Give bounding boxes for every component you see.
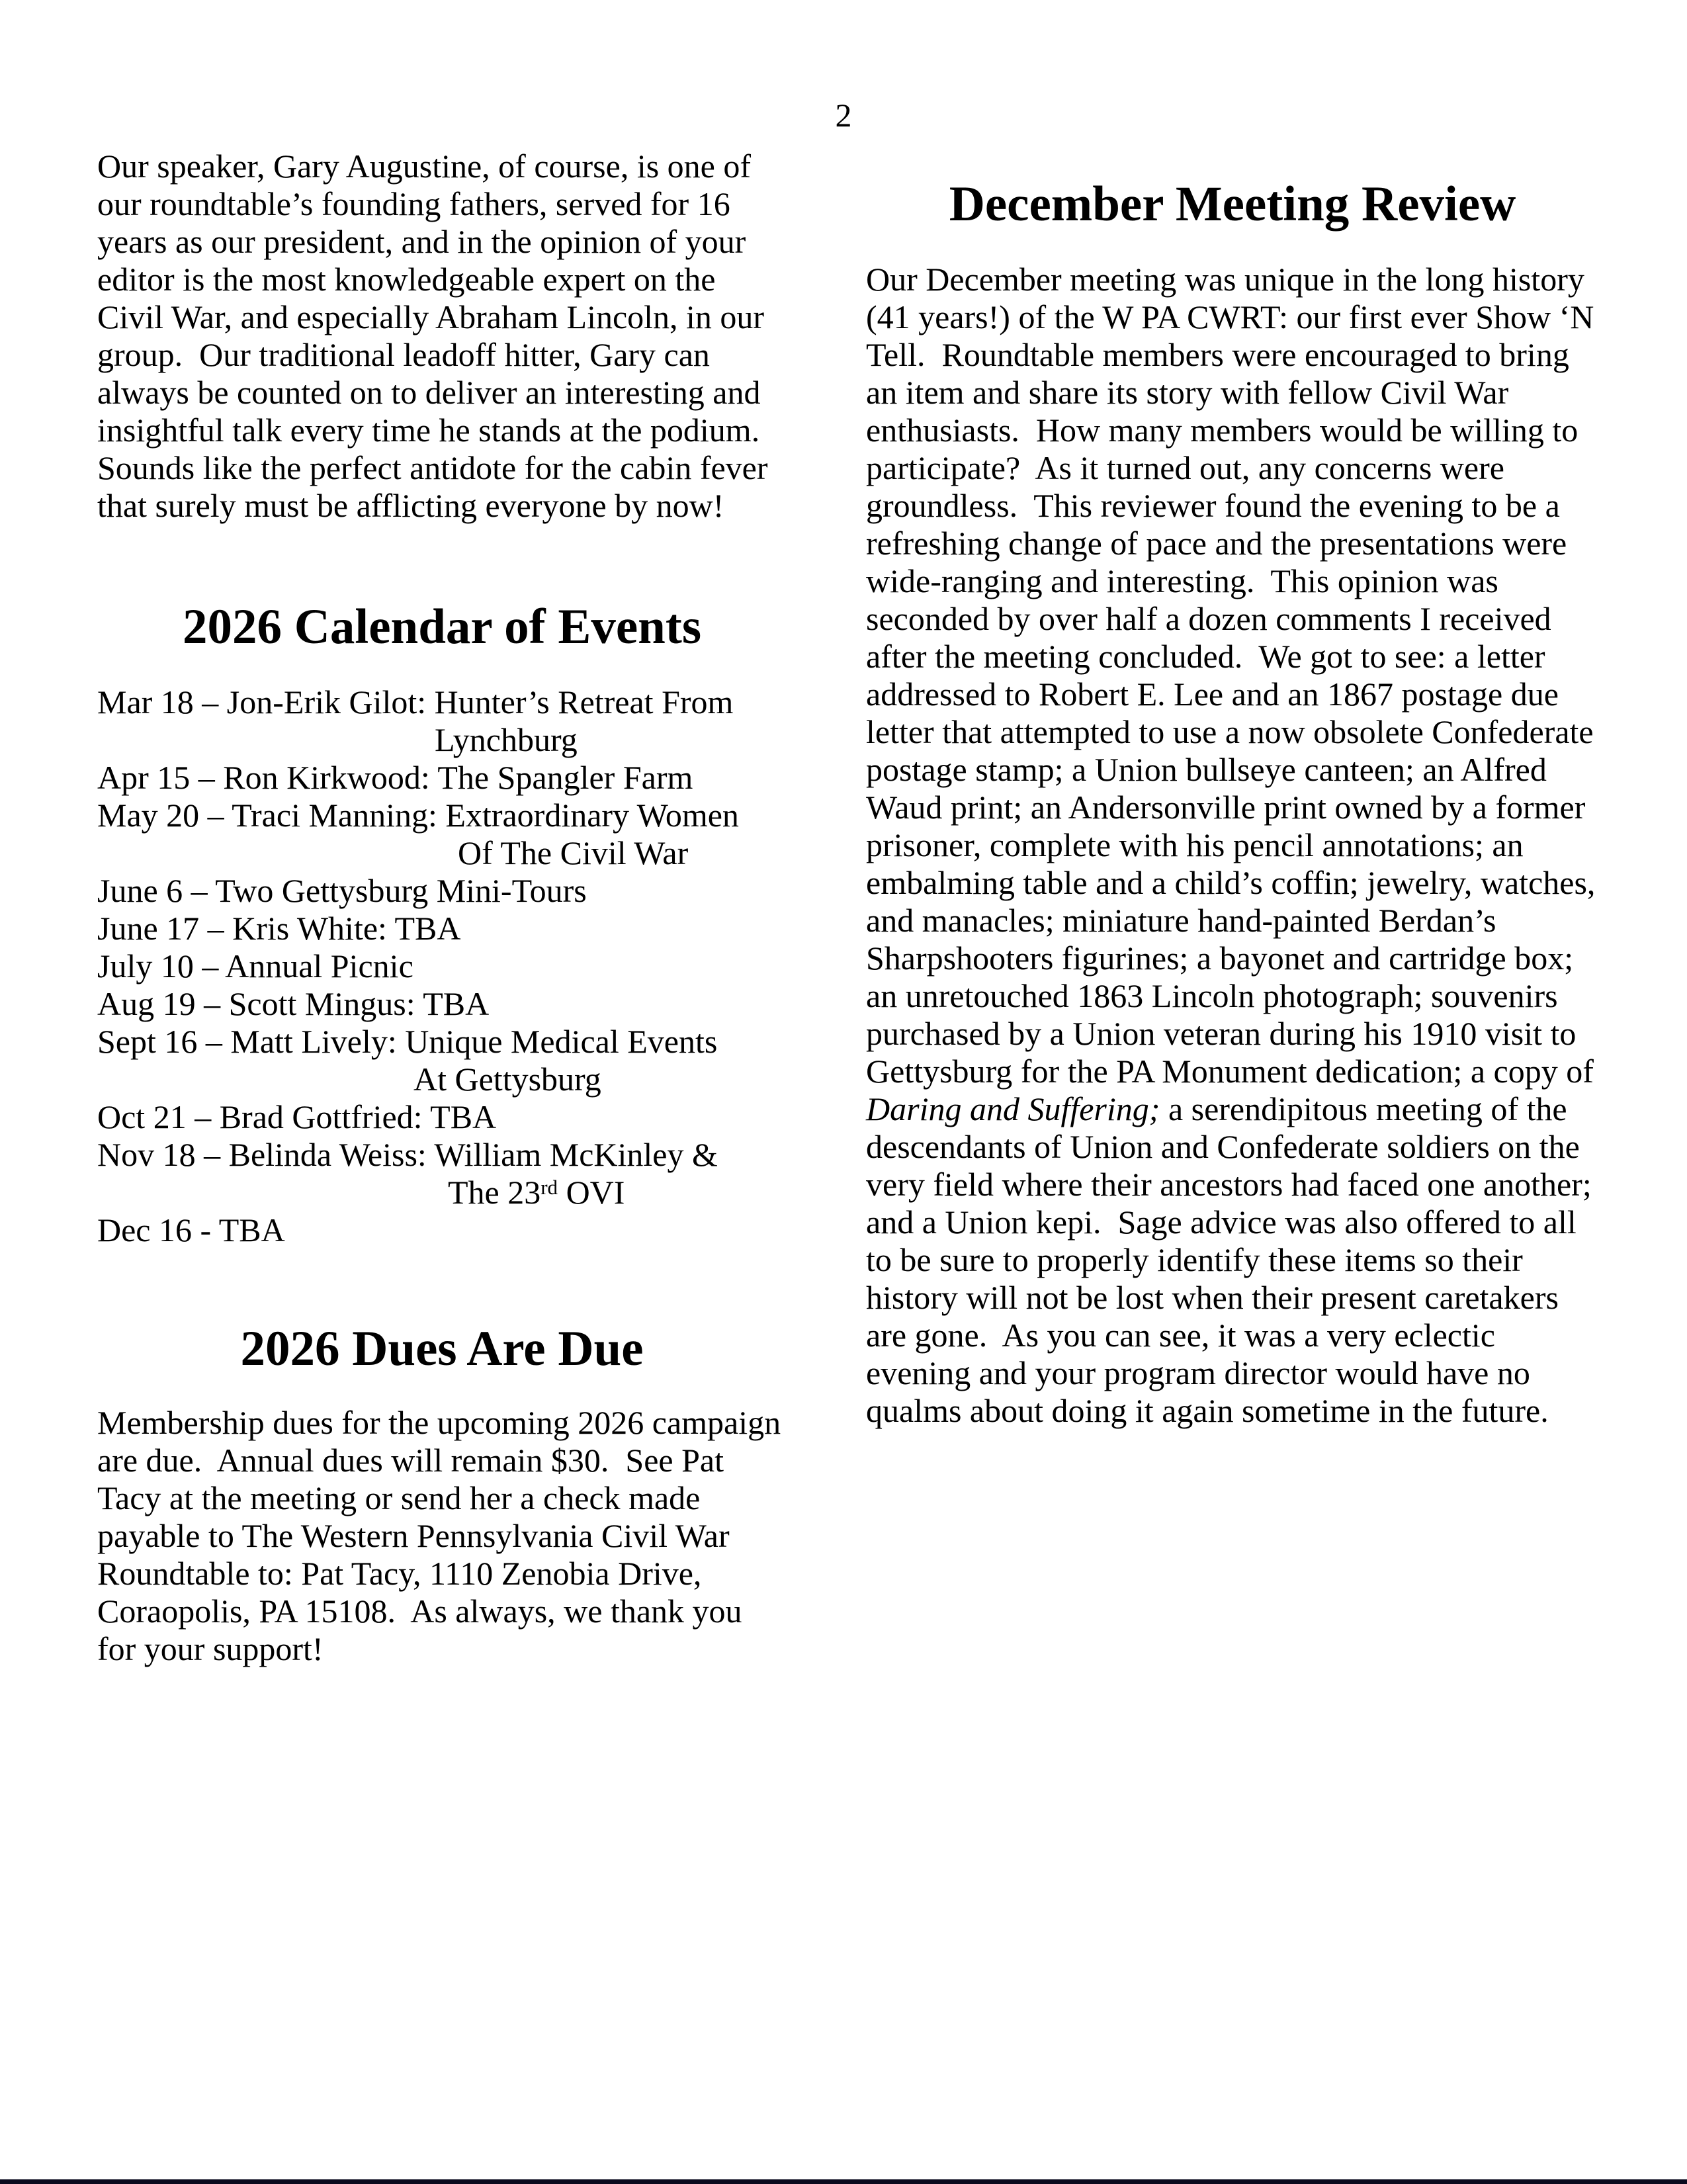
calendar-item-text: June 17 – Kris White: TBA — [97, 910, 461, 947]
calendar-item-text: May 20 – Traci Manning: Extraordinary Women — [97, 797, 739, 834]
calendar-heading: 2026 Calendar of Events — [182, 599, 702, 654]
calendar-item-text: June 6 – Two Gettysburg Mini-Tours — [97, 872, 587, 909]
calendar-item-nov18 — [97, 1136, 787, 1211]
calendar-item-mar18 — [97, 683, 787, 759]
calendar-item-text: Mar 18 – Jon-Erik Gilot: Hunter’s Retreat From — [97, 683, 734, 721]
calendar-item-text: Sept 16 – Matt Lively: Unique Medical Events — [97, 1023, 718, 1060]
calendar-item-continuation — [448, 1174, 787, 1211]
calendar-item-aug19 — [97, 985, 787, 1023]
calendar-item-july10 — [97, 947, 787, 985]
calendar-item-continuation: Lynchburg — [435, 721, 578, 758]
left-column — [97, 148, 787, 1668]
review-text-before-title: Our December meeting was unique in the long history (41 years!) of the W PA CWRT: our first ever Show ‘N Tell. Roundtable members were encouraged to bring an item and share its story with fellow Civil War enthusiasts. How many members would be willing to participate? As it turned out, any concerns were groundless. This reviewer found the evening to be a refreshing change of pace and the presentations were wide-ranging and interesting. This opinion was seconded by over half a dozen comments I received after the meeting concluded. We got to see: a letter addressed to Robert E. Lee and an 1867 postage due letter that attempted to use a now obsolete Confederate postage stamp; a Union bullseye canteen; an Alfred Waud print; an Andersonville print owned by a former prisoner, complete with his pencil annotations; an embalming table and a child’s coffin; jewelry, watches, and manacles; miniature hand-painted Berdan’s Sharpshooters figurines; a bayonet and cartridge box; an unretouched 1863 Lincoln photograph; souvenirs purchased by a Union veteran during his 1910 visit to Gettysburg for the PA Monument dedication; a copy of — [866, 261, 1604, 1090]
calendar-list — [97, 683, 787, 1249]
right-column — [866, 148, 1604, 1668]
calendar-item-june17 — [97, 910, 787, 947]
page-number: 2 — [835, 97, 852, 134]
ovi-text-pre: The 23 — [448, 1174, 541, 1211]
ordinal-superscript: rd — [541, 1176, 558, 1199]
calendar-item-continuation: Of The Civil War — [458, 834, 689, 871]
calendar-item-text: Dec 16 - TBA — [97, 1211, 285, 1248]
december-review-paragraph — [866, 261, 1604, 1430]
calendar-item-sept16 — [97, 1023, 787, 1098]
ovi-text-post: OVI — [558, 1174, 625, 1211]
calendar-item-text: Nov 18 – Belinda Weiss: William McKinley & — [97, 1136, 718, 1173]
calendar-item-apr15 — [97, 759, 787, 797]
two-column-layout — [0, 148, 1687, 1668]
calendar-item-text: Apr 15 – Ron Kirkwood: The Spangler Farm — [97, 759, 693, 796]
calendar-item-dec16 — [97, 1211, 787, 1249]
book-title-italic: Daring and Suffering; — [866, 1090, 1160, 1127]
calendar-item-oct21 — [97, 1098, 787, 1136]
review-text-after-title: a serendipitous meeting of the descendants of Union and Confederate soldiers on the very field where their ancestors had faced one another; and a Union kepi. Sage advice was also offered to all to be sure to properly identify these items so their history will not be lost when their present caretakers are gone. As you can see, it was a very eclectic evening and your program director would have no qualms about doing it again sometime in the future. — [866, 1090, 1600, 1429]
dues-heading: 2026 Dues Are Due — [240, 1321, 644, 1376]
calendar-item-text: Aug 19 – Scott Mingus: TBA — [97, 985, 490, 1022]
dues-paragraph: Membership dues for the upcoming 2026 campaign are due. Annual dues will remain $30. See Pat Tacy at the meeting or send her a check made payable to The Western Pennsylvania Civil War Roundtable to: Pat Tacy, 1110 Zenobia Drive, Coraopolis, PA 15108. As always, we thank you for your support! — [97, 1404, 789, 1667]
calendar-item-text: July 10 – Annual Picnic — [97, 947, 413, 984]
calendar-item-text: Oct 21 – Brad Gottfried: TBA — [97, 1098, 497, 1135]
calendar-item-may20 — [97, 797, 787, 872]
bottom-page-rule — [0, 2179, 1687, 2184]
calendar-item-continuation: At Gettysburg — [413, 1061, 601, 1098]
speaker-intro-paragraph: Our speaker, Gary Augustine, of course, is one of our roundtable’s founding fathers, served for 16 years as our president, and in the opinion of your editor is the most knowledgeable expert on the Civil War, and especially Abraham Lincoln, in our group. Our traditional leadoff hitter, Gary can always be counted on to deliver an interesting and insightful talk every time he stands at the podium. Sounds like the perfect antidote for the cabin fever that surely must be afflicting everyone by now! — [97, 148, 777, 524]
calendar-item-june6 — [97, 872, 787, 910]
december-review-heading: December Meeting Review — [949, 177, 1516, 232]
